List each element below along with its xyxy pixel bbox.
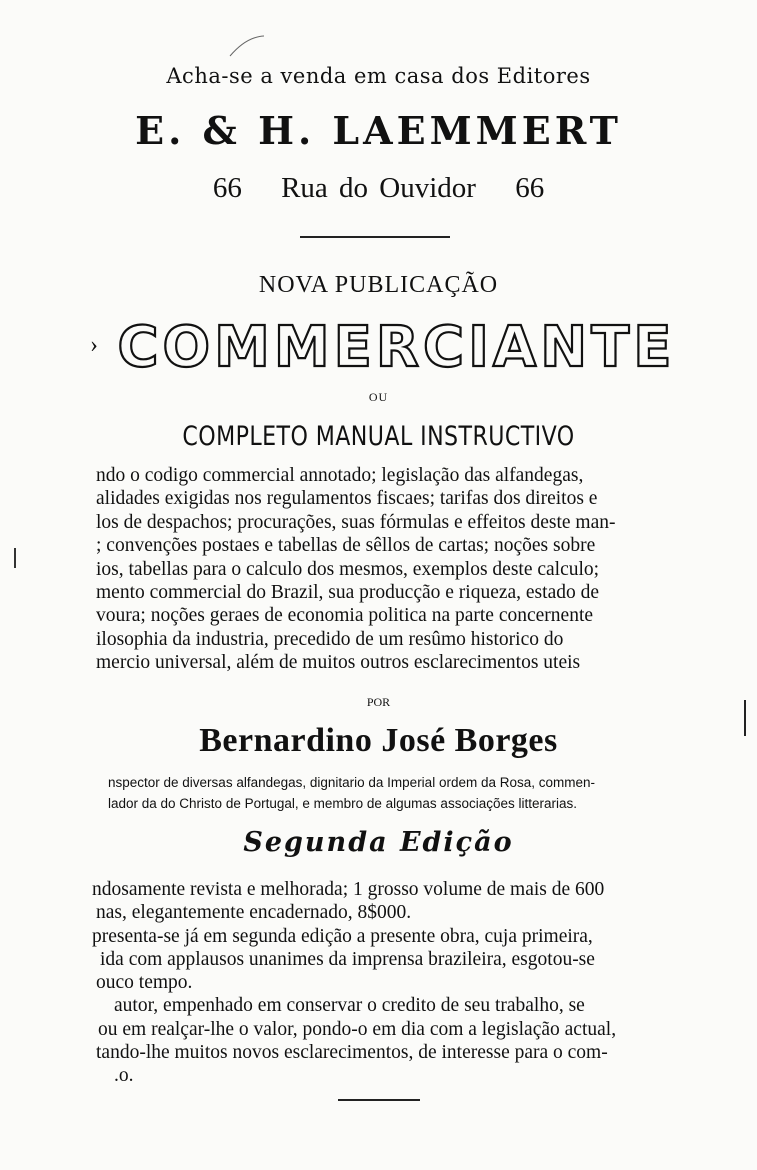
author-name: Bernardino José Borges (199, 722, 558, 759)
description-line: mento commercial do Brazil, sua producção e riqueza, estado de (96, 582, 600, 604)
book-subtitle: COMPLETO MANUAL INSTRUCTIVO (182, 421, 575, 452)
divider-rule-top (300, 236, 450, 238)
seller-line: Acha-se a venda em casa dos Editores (166, 64, 591, 88)
address-number-left: 66 (212, 172, 242, 204)
description-line: ilosophia da industria, precedido de um resûmo historico do (96, 628, 564, 650)
notes-line: ouco tempo. (96, 972, 193, 994)
description-line: mercio universal, além de muitos outros esclarecimentos uteis (96, 652, 581, 674)
notes-line: autor, empenhado em conservar o credito de seu trabalho, se (114, 995, 585, 1017)
credentials-line: nspector de diversas alfandegas, dignitario da Imperial ordem da Rosa, commen- (108, 775, 596, 790)
publisher-name: E. & H. LAEMMERT (135, 108, 622, 153)
publisher-address (0, 172, 757, 205)
contents-description (96, 464, 706, 675)
address-street: Rua do Ouvidor (281, 172, 476, 204)
margin-ink-mark-right (744, 700, 746, 736)
author-credentials (108, 772, 708, 814)
edition-notes (92, 878, 710, 1088)
title-connector: OU (368, 390, 389, 404)
notes-line: ida com applausos unanimes da imprensa brazileira, esgotou-se (100, 948, 595, 970)
description-line: ndo o codigo commercial annotado; legislação das alfandegas, (96, 465, 584, 486)
notes-line: nas, elegantemente encadernado, 8$000. (96, 902, 412, 924)
description-line: voura; noções geraes de economia politica na parte concernente (96, 605, 594, 627)
notes-line: .o. (114, 1065, 134, 1087)
book-title: COMMERCIANTE (117, 315, 676, 380)
edition-title: Segunda Edição (243, 827, 514, 858)
description-line: alidades exigidas nos regulamentos fiscaes; tarifas dos direitos e (96, 488, 598, 510)
publication-heading: NOVA PUBLICAÇÃO (258, 272, 499, 298)
notes-line: ou em realçar-lhe o valor, pondo-o em dia com a legislação actual, (98, 1018, 617, 1040)
title-fragment-mark: › (90, 332, 98, 358)
author-byline-label: POR (366, 695, 391, 709)
ink-stroke-decoration (228, 30, 268, 60)
description-line: ; convenções postaes e tabellas de sêllos de cartas; noções sobre (96, 535, 596, 557)
notes-line: ndosamente revista e melhorada; 1 grosso volume de mais de 600 (92, 879, 605, 900)
notes-line: tando-lhe muitos novos esclarecimentos, de interesse para o com- (96, 1042, 608, 1064)
divider-rule-bottom (338, 1099, 420, 1101)
description-line: ios, tabellas para o calculo dos mesmos, exemplos deste calculo; (96, 558, 600, 580)
notes-line: presenta-se já em segunda edição a presente obra, cuja primeira, (92, 925, 593, 947)
margin-ink-mark (14, 548, 16, 568)
credentials-line: lador da do Christo de Portugal, e membro de algumas associações litterarias. (108, 796, 577, 811)
address-number-right: 66 (515, 172, 545, 204)
description-line: los de despachos; procurações, suas fórmulas e effeitos deste man- (96, 511, 616, 533)
